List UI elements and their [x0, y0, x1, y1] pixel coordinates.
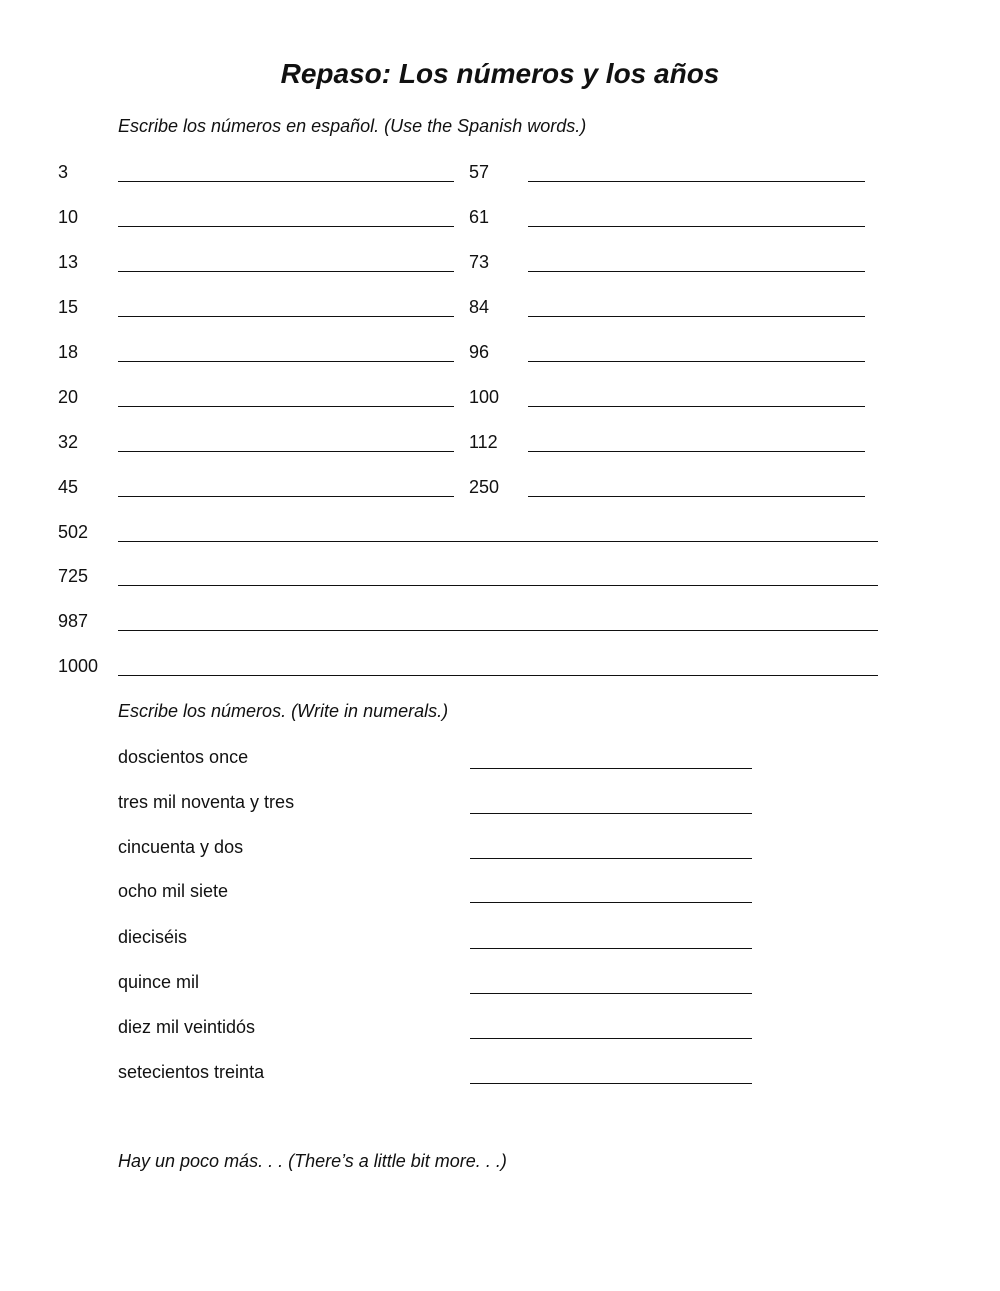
- answer-blank[interactable]: [118, 226, 454, 227]
- answer-blank[interactable]: [470, 902, 752, 903]
- number-label: 987: [58, 611, 89, 631]
- answer-blank[interactable]: [118, 271, 454, 272]
- answer-blank[interactable]: [118, 316, 454, 317]
- number-label: 250: [469, 477, 500, 497]
- number-row: [0, 161, 1000, 191]
- number-row: [0, 296, 1000, 326]
- answer-blank[interactable]: [470, 768, 752, 769]
- number-row-wide: [0, 565, 1000, 595]
- section2-instruction: Escribe los números. (Write in numerals.): [118, 701, 449, 721]
- word-label: quince mil: [118, 972, 200, 992]
- number-label: 18: [58, 342, 79, 362]
- number-label: 61: [469, 207, 490, 227]
- answer-blank[interactable]: [528, 406, 865, 407]
- word-row: [0, 791, 1000, 821]
- number-label: 1000: [58, 656, 99, 676]
- number-label: 725: [58, 566, 89, 586]
- number-label: 45: [58, 477, 79, 497]
- word-label: doscientos once: [118, 747, 249, 767]
- word-label: tres mil noventa y tres: [118, 792, 295, 812]
- answer-blank[interactable]: [470, 1038, 752, 1039]
- number-row: [0, 251, 1000, 281]
- answer-blank[interactable]: [118, 406, 454, 407]
- word-row: [0, 746, 1000, 776]
- number-label: 57: [469, 162, 490, 182]
- answer-blank[interactable]: [118, 181, 454, 182]
- number-label: 112: [469, 432, 498, 452]
- number-row: [0, 431, 1000, 461]
- number-label: 73: [469, 252, 490, 272]
- number-row-wide: [0, 610, 1000, 640]
- answer-blank[interactable]: [470, 813, 752, 814]
- number-row: [0, 386, 1000, 416]
- number-label: 84: [469, 297, 490, 317]
- answer-blank[interactable]: [470, 858, 752, 859]
- answer-blank[interactable]: [528, 316, 865, 317]
- answer-blank[interactable]: [528, 496, 865, 497]
- number-label: 15: [58, 297, 79, 317]
- number-row-wide: [0, 521, 1000, 551]
- word-row: [0, 1016, 1000, 1046]
- answer-blank[interactable]: [528, 451, 865, 452]
- word-label: dieciséis: [118, 927, 188, 947]
- number-row: [0, 206, 1000, 236]
- word-row: [0, 880, 1000, 910]
- number-label: 96: [469, 342, 490, 362]
- word-label: cincuenta y dos: [118, 837, 244, 857]
- number-label: 20: [58, 387, 79, 407]
- number-label: 10: [58, 207, 79, 227]
- footer-note: Hay un poco más. . . (There’s a little bit more. . .): [118, 1151, 507, 1171]
- word-row: [0, 971, 1000, 1001]
- word-row: [0, 926, 1000, 956]
- answer-blank[interactable]: [118, 496, 454, 497]
- number-row-wide: [0, 655, 1000, 685]
- number-label: 502: [58, 522, 89, 542]
- number-label: 100: [469, 387, 500, 407]
- word-label: setecientos treinta: [118, 1062, 265, 1082]
- answer-blank[interactable]: [118, 585, 878, 586]
- section1-instruction: Escribe los números en español. (Use the Spanish words.): [118, 116, 587, 136]
- answer-blank[interactable]: [118, 451, 454, 452]
- answer-blank[interactable]: [528, 271, 865, 272]
- number-label: 13: [58, 252, 79, 272]
- word-row: [0, 836, 1000, 866]
- page-title: Repaso: Los números y los años: [280, 58, 720, 89]
- answer-blank[interactable]: [118, 630, 878, 631]
- number-label: 32: [58, 432, 79, 452]
- answer-blank[interactable]: [118, 361, 454, 362]
- answer-blank[interactable]: [470, 993, 752, 994]
- answer-blank[interactable]: [528, 181, 865, 182]
- answer-blank[interactable]: [528, 226, 865, 227]
- answer-blank[interactable]: [528, 361, 865, 362]
- number-row: [0, 341, 1000, 371]
- word-label: diez mil veintidós: [118, 1017, 256, 1037]
- word-row: [0, 1061, 1000, 1091]
- number-label: 3: [58, 162, 69, 182]
- number-row: [0, 476, 1000, 506]
- answer-blank[interactable]: [470, 948, 752, 949]
- answer-blank[interactable]: [470, 1083, 752, 1084]
- answer-blank[interactable]: [118, 675, 878, 676]
- word-label: ocho mil siete: [118, 881, 229, 901]
- answer-blank[interactable]: [118, 541, 878, 542]
